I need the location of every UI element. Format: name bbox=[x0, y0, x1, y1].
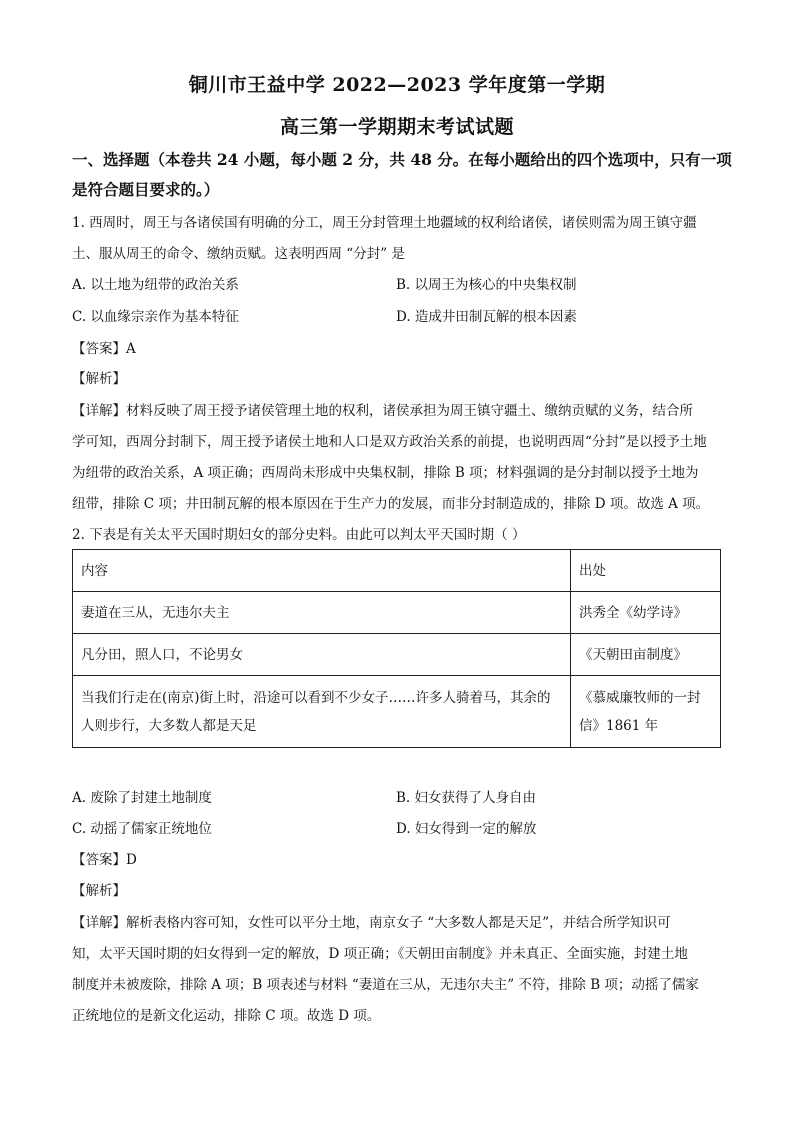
section-instruction-line2: 是符合题目要求的。） bbox=[72, 180, 220, 199]
table-cell-content-line1: 当我们行走在(南京)街上时，沿途可以看到不少女子……许多人骑着马，其余的 bbox=[81, 689, 551, 706]
q1-option-b: B. 以周王为核心的中央集权制 bbox=[396, 277, 577, 293]
table-header-content: 内容 bbox=[73, 550, 571, 592]
section-instruction-line1: 一、选择题（本卷共 24 小题，每小题 2 分，共 48 分。在每小题给出的四个选项中，只有一项 bbox=[72, 150, 732, 169]
q1-analysis-label: 【解析】 bbox=[72, 371, 126, 387]
exam-paper-title: 高三第一学期期末考试试题 bbox=[279, 116, 514, 138]
q2-detail-line3: 制度并未被废除，排除 A 项；B 项表述与材料 “妻道在三从，无违尔夫主” 不符，排除 B 项；动摇了儒家 bbox=[72, 977, 699, 993]
q1-stem-line2: 土、服从周王的命令、缴纳贡赋。这表明西周 “分封” 是 bbox=[72, 246, 405, 262]
q2-option-a: A. 废除了封建土地制度 bbox=[72, 790, 212, 806]
table-row bbox=[73, 676, 721, 748]
table-cell-content-line2: 人则步行，大多数人都是天足 bbox=[81, 717, 257, 734]
q2-stem: 2. 下表是有关太平天国时期妇女的部分史料。由此可以判太平天国时期（ ） bbox=[72, 527, 526, 543]
table-row bbox=[73, 592, 721, 634]
table-cell-source bbox=[571, 676, 721, 748]
exam-school-title: 铜川市王益中学 2022—2023 学年度第一学期 bbox=[188, 74, 606, 96]
q2-detail-line2: 知，太平天国时期的妇女得到一定的解放，D 项正确；《天朝田亩制度》并未真正、全面实施，封建土地 bbox=[72, 946, 688, 962]
table-cell-source-line2: 信》1861 年 bbox=[579, 717, 659, 734]
q1-option-d: D. 造成井田制瓦解的根本因素 bbox=[396, 309, 577, 325]
table-cell-content: 凡分田，照人口，不论男女 bbox=[73, 634, 571, 676]
table-cell-source-line1: 《慕威廉牧师的一封 bbox=[579, 689, 701, 706]
q1-detail-line2: 学可知，西周分封制下，周王授予诸侯土地和人口是双方政治关系的前提，也说明西周“分封”是以授予土地 bbox=[72, 434, 707, 450]
q2-detail-line4: 正统地位的是新文化运动，排除 C 项。故选 D 项。 bbox=[72, 1008, 381, 1024]
q2-detail-line1: 【详解】解析表格内容可知，女性可以平分土地，南京女子 “大多数人都是天足”，并结合所学知识可 bbox=[72, 915, 671, 931]
table-cell-source: 洪秀全《幼学诗》 bbox=[571, 592, 721, 634]
table-header-source: 出处 bbox=[571, 550, 721, 592]
q2-option-b: B. 妇女获得了人身自由 bbox=[396, 790, 537, 806]
q1-stem-line1: 1. 西周时，周王与各诸侯国有明确的分工，周王分封管理土地疆域的权利给诸侯，诸侯则需为周王镇守疆 bbox=[72, 215, 697, 231]
table-row bbox=[73, 634, 721, 676]
q1-detail-line4: 纽带，排除 C 项；井田制瓦解的根本原因在于生产力的发展，而非分封制造成的，排除 D 项。故选 A 项。 bbox=[72, 496, 710, 512]
q2-option-d: D. 妇女得到一定的解放 bbox=[396, 821, 537, 837]
q2-option-c: C. 动摇了儒家正统地位 bbox=[72, 821, 212, 837]
q1-option-c: C. 以血缘宗亲作为基本特征 bbox=[72, 309, 239, 325]
table-header-row bbox=[73, 550, 721, 592]
q2-analysis-label: 【解析】 bbox=[72, 883, 126, 899]
q1-option-a: A. 以土地为纽带的政治关系 bbox=[72, 277, 239, 293]
table-cell-content bbox=[73, 676, 571, 748]
table-cell-content: 妻道在三从，无违尔夫主 bbox=[73, 592, 571, 634]
table-cell-source: 《天朝田亩制度》 bbox=[571, 634, 721, 676]
q1-detail-line1: 【详解】材料反映了周王授予诸侯管理土地的权利，诸侯承担为周王镇守疆土、缴纳贡赋的义务，结合所 bbox=[72, 403, 693, 419]
q1-detail-line3: 为纽带的政治关系，A 项正确；西周尚未形成中央集权制，排除 B 项；材料强调的是分封制以授予土地为 bbox=[72, 465, 699, 481]
q2-answer: 【答案】D bbox=[72, 852, 137, 868]
q2-source-table bbox=[72, 549, 721, 748]
q1-answer: 【答案】A bbox=[72, 341, 136, 357]
